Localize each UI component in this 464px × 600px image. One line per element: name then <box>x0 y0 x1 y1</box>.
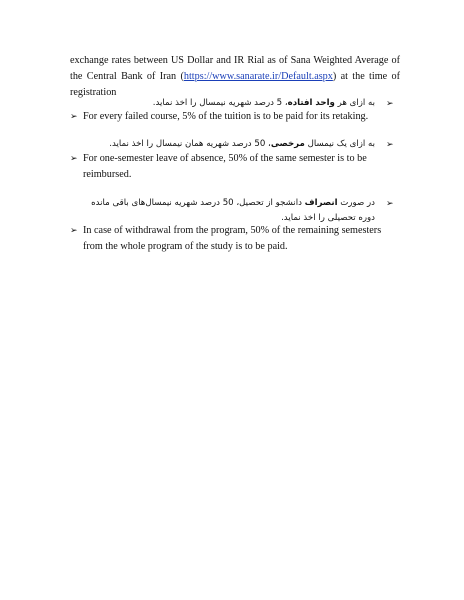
item-2-persian-bullet-icon: ➢ <box>386 140 394 150</box>
item-2-english: For one-semester leave of absence, 50% of the same semester is to be reimbursed. <box>83 153 367 180</box>
item-3-english: In case of withdrawal from the program, 50% of the remaining semesters from the whole program of the study is to be paid. <box>83 225 382 252</box>
intro-text-prefix: exchange rates between US Dollar and IR Rial as of Sana Weighted Average of the Central Bank of Iran ( <box>70 55 400 82</box>
item-1-persian-bullet-icon: ➢ <box>386 99 394 109</box>
item-3-english-bullet-icon: ➢ <box>70 226 78 236</box>
item-3-persian-bold: انصراف <box>304 198 338 208</box>
item-2-persian-post: ، 50 درصد شهریه همان نیمسال را اخذ نماید. <box>109 139 271 149</box>
item-2-persian-bold: مرخصی <box>270 139 305 149</box>
sanarate-link[interactable]: https://www.sanarate.ir/Default.aspx <box>183 71 333 82</box>
item-2-persian-pre: به ازای یک نیمسال <box>304 139 375 149</box>
intro-text-suffix: ) at the time of registration <box>70 71 400 98</box>
item-2-persian <box>105 137 375 152</box>
item-1-english-bullet-icon: ➢ <box>70 112 78 122</box>
item-3-persian-post: دانشجو از تحصیل، 50 درصد شهریه نیمسال‌های باقی مانده دوره تحصیلی را اخذ نماید. <box>91 198 375 223</box>
intro-paragraph <box>70 53 400 101</box>
item-1-english: For every failed course, 5% of the tuition is to be paid for its retaking. <box>83 111 369 122</box>
item-1-persian-pre: به ازای هر <box>334 98 375 108</box>
item-3-persian-bullet-icon: ➢ <box>386 199 394 209</box>
item-1-persian-bold: واحد افتاده <box>287 98 335 108</box>
item-3-persian <box>82 196 375 226</box>
item-2-english-bullet-icon: ➢ <box>70 154 78 164</box>
item-1-persian-post: ، 5 درصد شهریه نیمسال را اخذ نماید. <box>152 98 288 108</box>
item-3-persian-pre: در صورت <box>337 198 375 208</box>
